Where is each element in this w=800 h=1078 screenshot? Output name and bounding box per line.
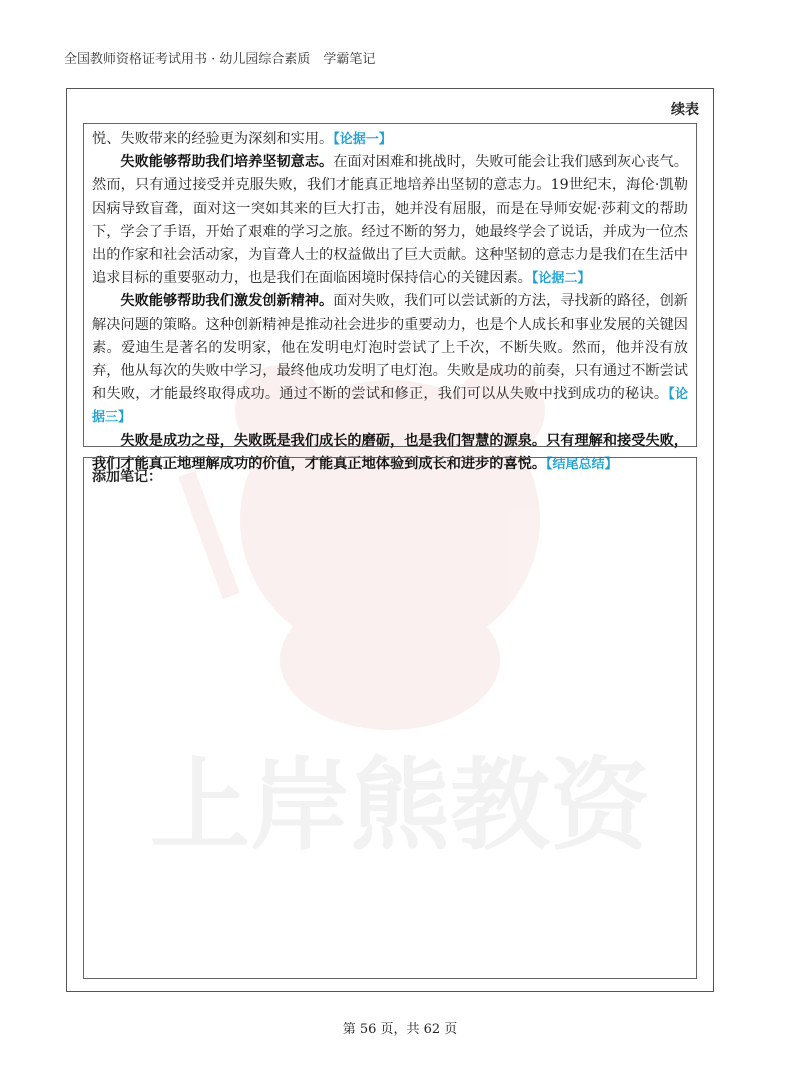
continued-label: 续表 bbox=[671, 102, 699, 118]
paragraph-text: 在面对困难和挑战时，失败可能会让我们感到灰心丧气。然而，只有通过接受并克服失败，我们才能真正地培养出坚韧的意志力。19世纪末，海伦·凯勒因病导致盲聋，面对这一突如其来的巨大打击，她并没有屈服，而是在导师安妮·莎莉文的帮助下，学会了手语，开始了艰难的学习之旅。经过不断的努力，她最终学会了说话，并成为一位杰出的作家和社会活动家，为盲聋人士的权益做出了巨大贡献。这种坚韧的意志力是我们在生活中追求目标的重要驱动力，也是我们在面临困境时保持信心的关键因素。 bbox=[92, 154, 688, 287]
paragraph-lead: 失败能够帮助我们培养坚韧意志。 bbox=[120, 154, 334, 171]
watermark-text: 上岸熊教资 bbox=[150, 747, 650, 864]
content-frame bbox=[66, 88, 714, 992]
paragraph-text: 悦、失败带来的经验更为深刻和实用。 bbox=[92, 131, 334, 147]
essay-paragraph-intro-end bbox=[92, 128, 688, 151]
paragraph-lead: 失败能够帮助我们激发创新精神。 bbox=[120, 293, 334, 310]
argument-tag-1: 【论据一】 bbox=[333, 132, 392, 147]
conclusion-tag: 【结尾总结】 bbox=[546, 456, 618, 472]
page-footer: 第 56 页，共 62 页 bbox=[342, 1022, 458, 1037]
page-header: 全国教师资格证考试用书 · 幼儿园综合素质 学霸笔记 bbox=[64, 52, 376, 67]
argument-tag-3: 【论据三】 bbox=[92, 387, 688, 426]
paragraph-lead: 失败是成功之母，失败既是我们成长的磨砺，也是我们智慧的源泉。只有理解和接受失败，我们才能真正地理解成功的价值，才能真正地体验到成长和进步的喜悦。 bbox=[92, 432, 688, 472]
notes-label: 添加笔记： bbox=[92, 469, 162, 485]
essay-paragraph-perseverance bbox=[92, 151, 688, 290]
notes-box[interactable] bbox=[83, 457, 697, 979]
essay-paragraph-innovation bbox=[92, 290, 688, 429]
essay-box bbox=[83, 123, 697, 472]
paragraph-text: 面对失败，我们可以尝试新的方法，寻找新的路径，创新解决问题的策略。这种创新精神是推动社会进步的重要动力，也是个人成长和事业发展的关键因素。爱迪生是著名的发明家，他在发明电灯泡时尝试了上千次，不断失败。然而，他并没有放弃，他从每次的失败中学习，最终他成功发明了电灯泡。失败是成功的前奏，只有通过不断尝试和失败，才能最终取得成功。通过不断的尝试和修正，我们可以从失败中找到成功的秘诀。 bbox=[92, 293, 688, 403]
argument-tag-2: 【论据二】 bbox=[531, 271, 591, 287]
